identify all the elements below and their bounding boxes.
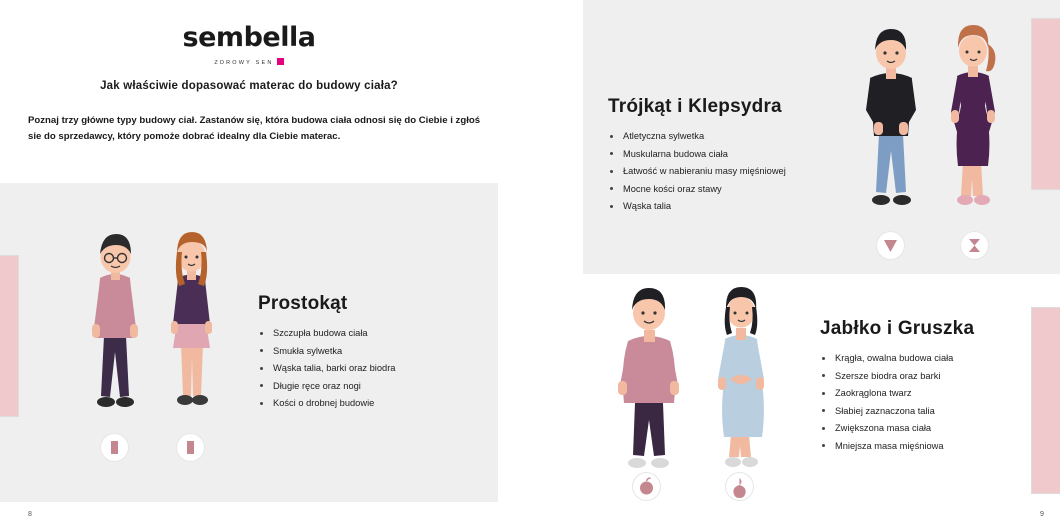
feature-list-jablko [820,352,1050,452]
section-title-jablko: Jabłko i Gruszka [820,318,975,339]
left-page [0,0,498,527]
list-item: Mniejsza masa mięśniowa [820,440,1050,453]
illustration-rectangle-male [80,226,150,421]
list-item: Smukła sylwetka [258,345,488,358]
shape-icon-triangle-down [877,232,904,259]
shape-icon-hourglass [961,232,988,259]
shape-icon-rectangle-1 [101,434,128,461]
brand-logo [0,24,498,69]
section-prostokat [258,293,488,415]
list-item: Atletyczna sylwetka [608,130,858,143]
brand-name: sembella [182,22,316,53]
section-trojkat [608,96,858,218]
list-item: Wąska talia, barki oraz biodra [258,362,488,375]
shape-icon-pear [726,473,753,500]
illustration-pear-female [705,283,777,483]
section-title-prostokat: Prostokąt [258,293,348,314]
list-item: Wąska talia [608,200,858,213]
list-item: Kości o drobnej budowie [258,397,488,410]
page-number-left: 8 [28,511,32,518]
section-title-trojkat: Trójkąt i Klepsydra [608,96,782,117]
illustration-rectangle-female [160,226,222,421]
page-headline: Jak właściwie dopasować materac do budowy ciała? [100,80,398,92]
list-item: Krągła, owalna budowa ciała [820,352,1050,365]
list-item: Zwiększona masa ciała [820,422,1050,435]
illustration-apple-male [610,283,688,483]
illustration-hourglass-female [937,22,1009,222]
intro-paragraph: Poznaj trzy główne typy budowy ciał. Zastanów się, która budowa ciała odnosi się do Ciebie i zgłoś sie do sprzedawcy, który pomoże dobrać idealny dla Ciebie materac. [28,115,481,142]
section-jablko [820,318,1050,457]
list-item: Mocne kości oraz stawy [608,183,858,196]
shape-icon-apple [633,473,660,500]
feature-list-prostokat [258,327,488,410]
list-item: Szersze biodra oraz barki [820,370,1050,383]
illustration-triangle-male [855,22,927,222]
list-item: Łatwość w nabieraniu masy mięśniowej [608,165,858,178]
list-item: Zaokrąglona twarz [820,387,1050,400]
fabric-swatch-right-top [1031,18,1060,190]
brand-accent-square [277,58,284,65]
fabric-swatch-left [0,255,19,417]
list-item: Szczupła budowa ciała [258,327,488,340]
list-item: Długie ręce oraz nogi [258,380,488,393]
list-item: Muskularna budowa ciała [608,148,858,161]
brand-tagline [214,58,283,66]
page-number-right: 9 [1040,511,1044,518]
shape-icon-rectangle-2 [177,434,204,461]
list-item: Słabiej zaznaczona talia [820,405,1050,418]
brand-tagline-text: ZDROWY SEN [214,60,274,66]
feature-list-trojkat [608,130,858,213]
